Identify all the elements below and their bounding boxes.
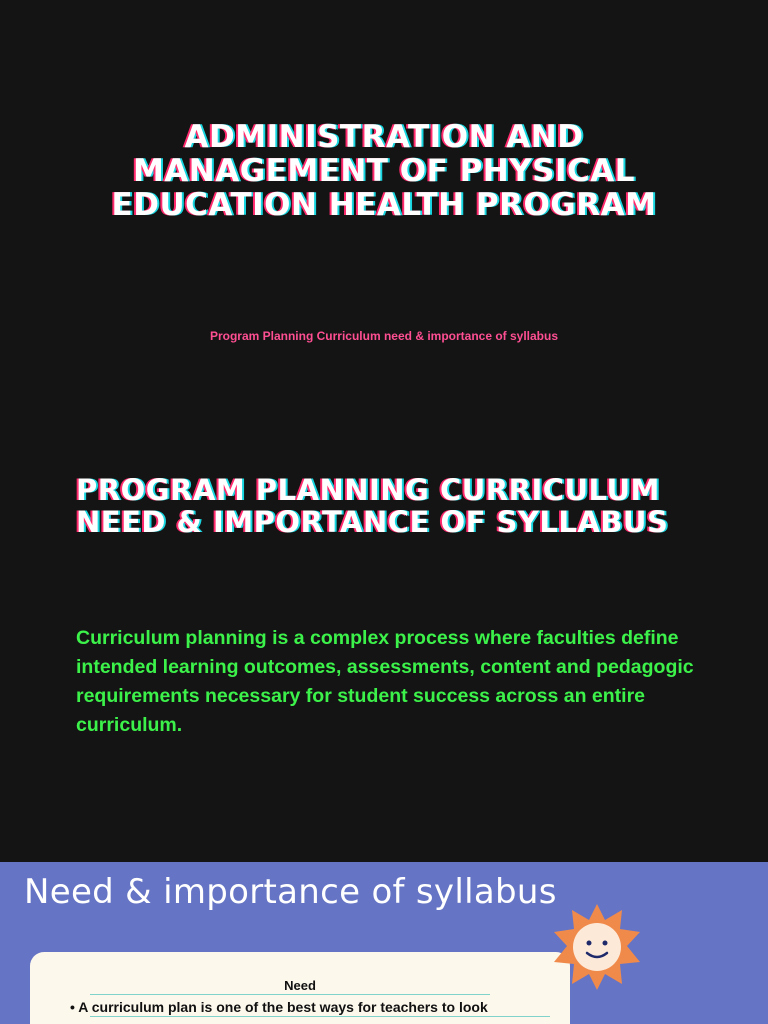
card-heading: Need (284, 978, 316, 993)
slide-title (0, 0, 768, 430)
section-heading: PROGRAM PLANNING CURRICULUM NEED & IMPORTANCE OF SYLLABUS (76, 473, 669, 539)
smiling-sun-icon (552, 902, 642, 992)
slide-curriculum (0, 430, 768, 860)
card-divider-2 (90, 1016, 550, 1017)
page-subtitle: Program Planning Curriculum need & importance of syllabus (209, 329, 559, 343)
section-body: Curriculum planning is a complex process where faculties define intended learning outcomes, assessments, content and pedagogic requirements necessary for student success across an entire curriculum. (76, 627, 694, 736)
slide3-title: Need & importance of syllabus (24, 872, 557, 912)
slide-need-importance (0, 862, 768, 1024)
content-card (30, 952, 570, 1024)
card-divider (90, 994, 490, 995)
page-title: ADMINISTRATION AND MANAGEMENT OF PHYSICAL EDUCATION HEALTH PROGRAM (111, 119, 657, 223)
card-bullet: • A curriculum plan is one of the best ways for teachers to look (70, 999, 488, 1015)
